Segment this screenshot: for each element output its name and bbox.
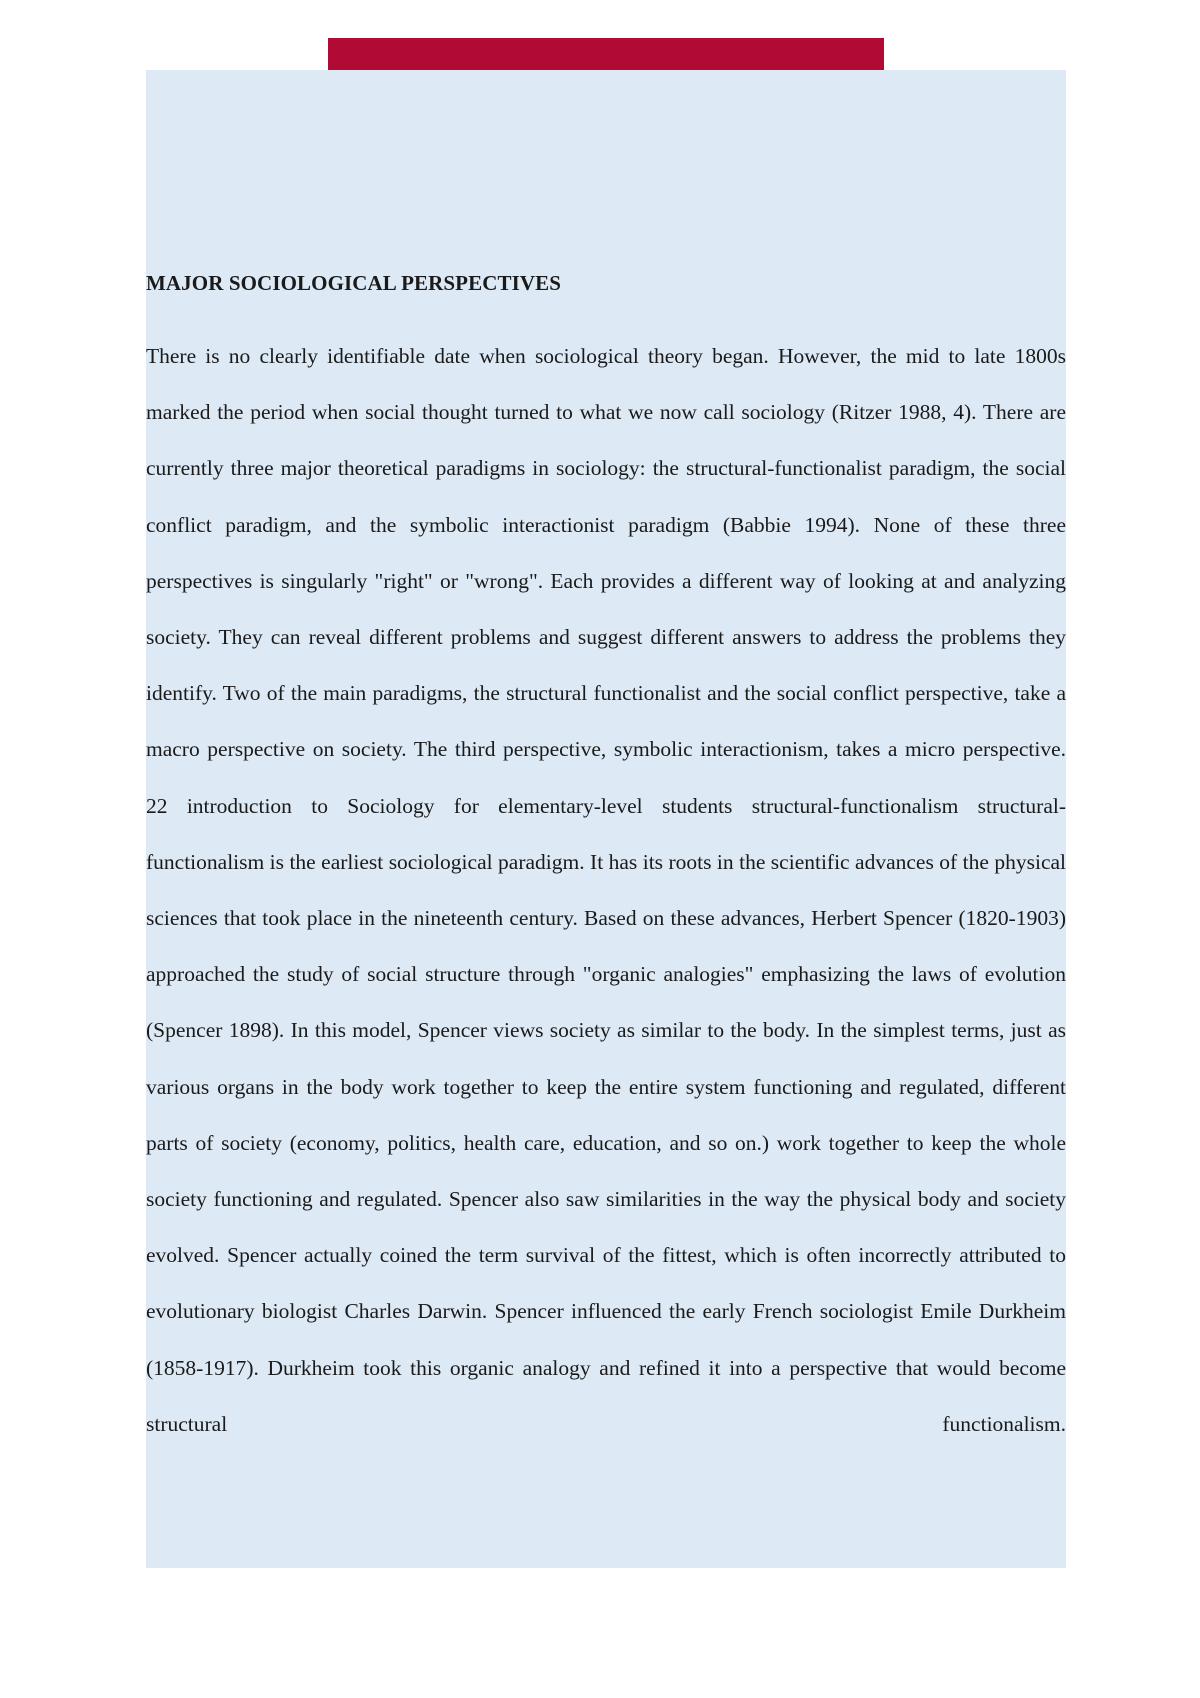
body-paragraph: There is no clearly identifiable date when sociological theory began. However, the mid to late 1800s marked the period when social thought turned to what we now call sociology (Ritzer 1988, 4). There are currently three major theoretical paradigms in sociology: the structural-functionalist paradigm, the social conflict paradigm, and the symbolic interactionist paradigm (Babbie 1994). None of these three perspectives is singularly "right" or "wrong". Each provides a different way of looking at and analyzing society. They can reveal different problems and suggest different answers to address the problems they identify. Two of the main paradigms, the structural functionalist and the social conflict perspective, take a macro perspective on society. The third perspective, symbolic interactionism, takes a micro perspective. 22 introduction to Sociology for elementary-level students structural-functionalism structural-functionalism is the earliest sociological paradigm. It has its roots in the scientific advances of the physical sciences that took place in the nineteenth century. Based on these advances, Herbert Spencer (1820-1903) approached the study of social structure through "organic analogies" emphasizing the laws of evolution (Spencer 1898). In this model, Spencer views society as similar to the body. In the simplest terms, just as various organs in the body work together to keep the entire system functioning and regulated, different parts of society (economy, politics, health care, education, and so on.) work together to keep the whole society functioning and regulated. Spencer also saw similarities in the way the physical body and society evolved. Spencer actually coined the term survival of the fittest, which is often incorrectly attributed to evolutionary biologist Charles Darwin. Spencer influenced the early French sociologist Emile Durkheim (1858-1917). Durkheim took this organic analogy and refined it into a perspective that would become structural functionalism. xyxy=(146,344,1066,1436)
header-accent-bar xyxy=(328,38,884,70)
section-heading: MAJOR SOCIOLOGICAL PERSPECTIVES xyxy=(146,271,562,295)
